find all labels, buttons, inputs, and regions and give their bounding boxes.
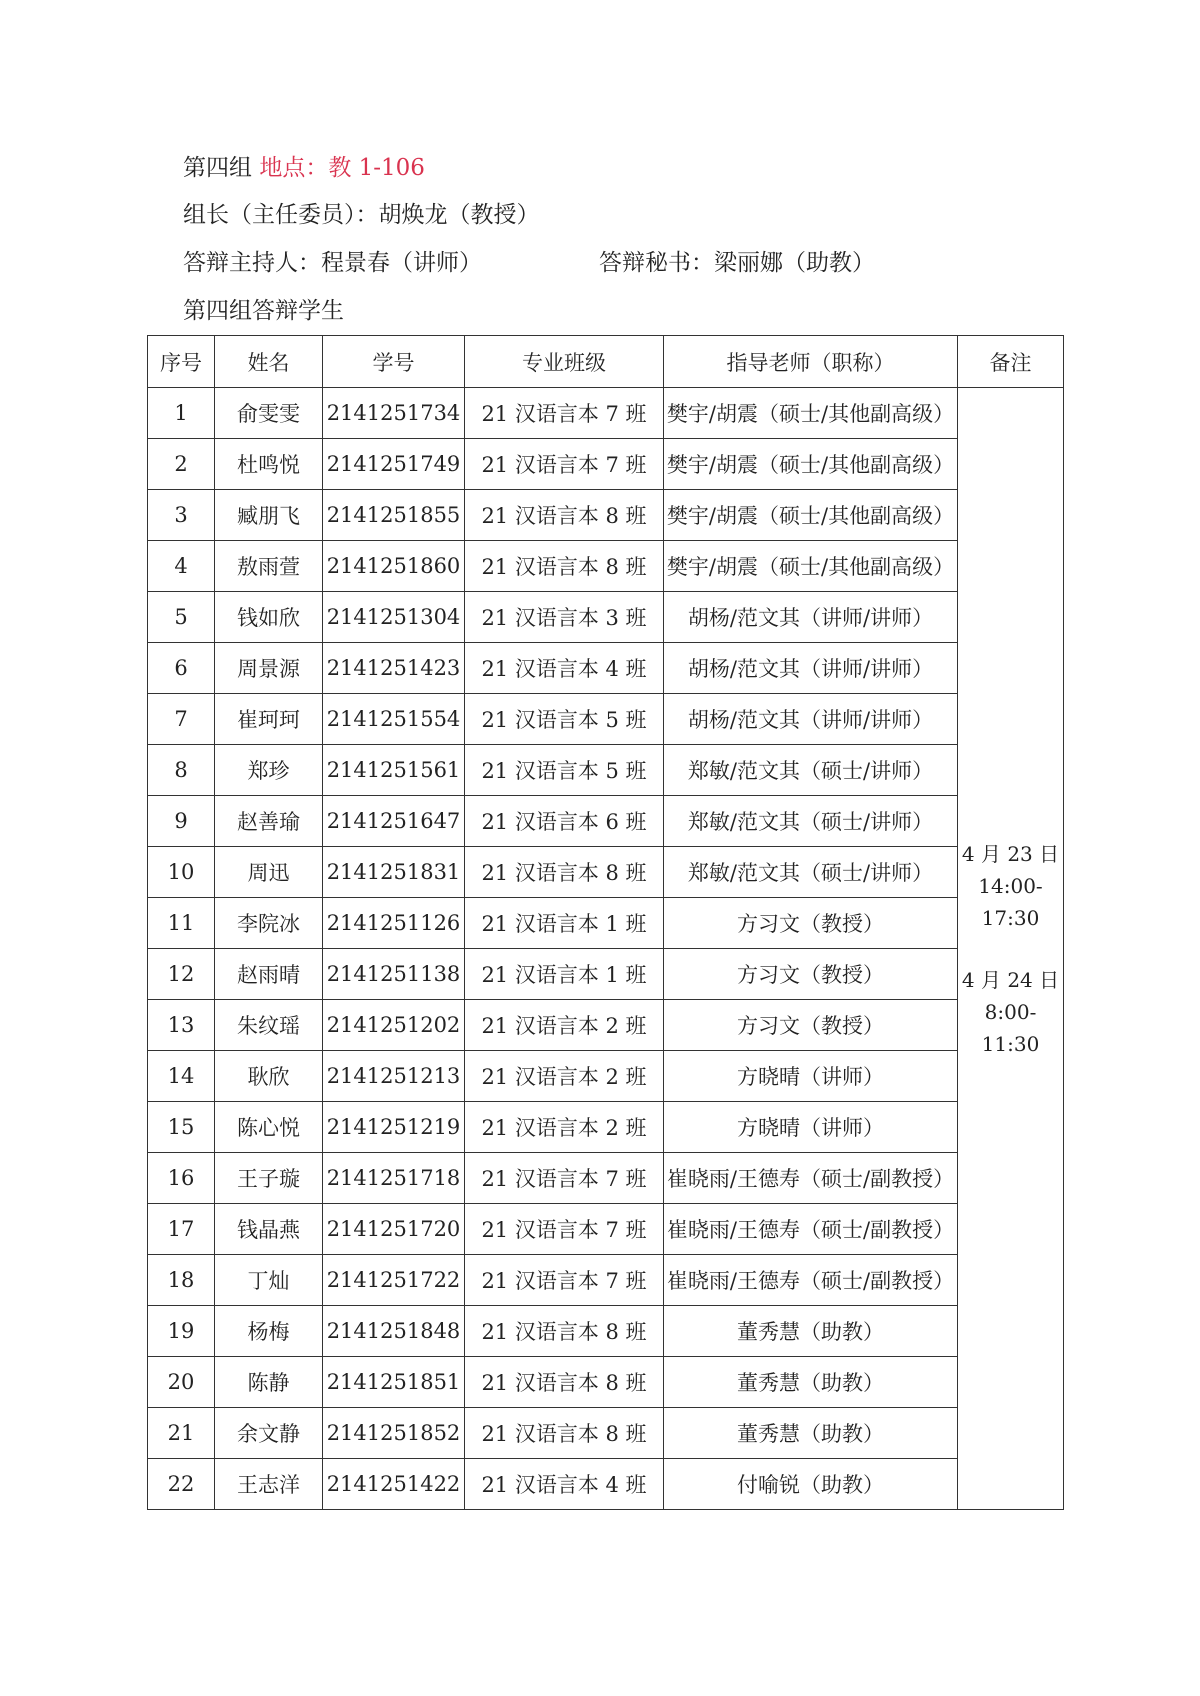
table-row (148, 847, 1064, 898)
cell-class: 21 汉语言本 7 班 (465, 1153, 664, 1204)
students-table (147, 335, 1064, 1510)
remark-gap (958, 934, 1063, 964)
cell-class: 21 汉语言本 7 班 (465, 1204, 664, 1255)
cell-index: 10 (148, 847, 215, 898)
cell-name: 耿欣 (215, 1051, 323, 1102)
table-row (148, 1102, 1064, 1153)
cell-name: 李院冰 (215, 898, 323, 949)
cell-name: 赵雨晴 (215, 949, 323, 1000)
group-leader: 组长（主任委员）：胡焕龙（教授） (183, 202, 540, 228)
cell-index: 15 (148, 1102, 215, 1153)
col-header-class: 专业班级 (465, 336, 664, 388)
cell-advisor: 胡杨/范文其（讲师/讲师） (664, 592, 958, 643)
cell-name: 敖雨萱 (215, 541, 323, 592)
cell-student-id: 2141251848 (323, 1306, 465, 1357)
cell-class: 21 汉语言本 1 班 (465, 898, 664, 949)
table-row (148, 694, 1064, 745)
table-row (148, 796, 1064, 847)
cell-name: 周迅 (215, 847, 323, 898)
cell-advisor: 方习文（教授） (664, 1000, 958, 1051)
table-row (148, 1408, 1064, 1459)
cell-student-id: 2141251126 (323, 898, 465, 949)
cell-class: 21 汉语言本 3 班 (465, 592, 664, 643)
cell-index: 18 (148, 1255, 215, 1306)
cell-index: 8 (148, 745, 215, 796)
cell-name: 王志洋 (215, 1459, 323, 1510)
cell-class: 21 汉语言本 8 班 (465, 541, 664, 592)
cell-advisor: 郑敏/范文其（硕士/讲师） (664, 745, 958, 796)
table-row (148, 1459, 1064, 1510)
cell-index: 2 (148, 439, 215, 490)
cell-class: 21 汉语言本 7 班 (465, 1255, 664, 1306)
cell-index: 14 (148, 1051, 215, 1102)
cell-index: 19 (148, 1306, 215, 1357)
remark-day2-date: 4 月 24 日 (961, 967, 1060, 992)
cell-index: 20 (148, 1357, 215, 1408)
col-header-index: 序号 (148, 336, 215, 388)
table-row (148, 1255, 1064, 1306)
table-row (148, 1204, 1064, 1255)
table-row (148, 1051, 1064, 1102)
cell-name: 丁灿 (215, 1255, 323, 1306)
cell-advisor: 郑敏/范文其（硕士/讲师） (664, 796, 958, 847)
cell-student-id: 2141251304 (323, 592, 465, 643)
cell-student-id: 2141251422 (323, 1459, 465, 1510)
cell-index: 6 (148, 643, 215, 694)
cell-advisor: 董秀慧（助教） (664, 1408, 958, 1459)
cell-advisor: 董秀慧（助教） (664, 1306, 958, 1357)
cell-class: 21 汉语言本 2 班 (465, 1051, 664, 1102)
cell-name: 王子璇 (215, 1153, 323, 1204)
cell-advisor: 崔晓雨/王德寿（硕士/副教授） (664, 1255, 958, 1306)
cell-class: 21 汉语言本 8 班 (465, 847, 664, 898)
remark-day1-end: 17:30 (981, 905, 1040, 930)
remark-day1-date: 4 月 23 日 (961, 841, 1060, 866)
cell-name: 钱晶燕 (215, 1204, 323, 1255)
cell-index: 22 (148, 1459, 215, 1510)
staff-line (183, 248, 875, 278)
cell-index: 4 (148, 541, 215, 592)
cell-class: 21 汉语言本 2 班 (465, 1102, 664, 1153)
cell-advisor: 樊宇/胡震（硕士/其他副高级） (664, 439, 958, 490)
cell-advisor: 樊宇/胡震（硕士/其他副高级） (664, 388, 958, 439)
table-row (148, 643, 1064, 694)
defense-secretary: 答辩秘书：梁丽娜（助教） (599, 250, 875, 276)
cell-student-id: 2141251722 (323, 1255, 465, 1306)
table-row (148, 439, 1064, 490)
cell-class: 21 汉语言本 8 班 (465, 1306, 664, 1357)
cell-advisor: 方晓晴（讲师） (664, 1051, 958, 1102)
cell-advisor: 樊宇/胡震（硕士/其他副高级） (664, 541, 958, 592)
cell-class: 21 汉语言本 8 班 (465, 490, 664, 541)
cell-class: 21 汉语言本 2 班 (465, 1000, 664, 1051)
table-row (148, 1357, 1064, 1408)
cell-index: 17 (148, 1204, 215, 1255)
cell-index: 13 (148, 1000, 215, 1051)
cell-name: 臧朋飞 (215, 490, 323, 541)
col-header-remark: 备注 (958, 336, 1064, 388)
cell-class: 21 汉语言本 7 班 (465, 388, 664, 439)
cell-name: 赵善瑜 (215, 796, 323, 847)
cell-index: 3 (148, 490, 215, 541)
cell-advisor: 胡杨/范文其（讲师/讲师） (664, 643, 958, 694)
cell-index: 9 (148, 796, 215, 847)
cell-class: 21 汉语言本 7 班 (465, 439, 664, 490)
cell-student-id: 2141251647 (323, 796, 465, 847)
location: 地点：教 1-106 (259, 155, 425, 181)
cell-class: 21 汉语言本 5 班 (465, 745, 664, 796)
group-name: 第四组 (183, 155, 252, 181)
cell-advisor: 付喻锐（助教） (664, 1459, 958, 1510)
cell-class: 21 汉语言本 4 班 (465, 643, 664, 694)
cell-advisor: 方习文（教授） (664, 949, 958, 1000)
cell-advisor: 樊宇/胡震（硕士/其他副高级） (664, 490, 958, 541)
cell-name: 杜鸣悦 (215, 439, 323, 490)
table-row (148, 490, 1064, 541)
table-row (148, 1000, 1064, 1051)
cell-advisor: 郑敏/范文其（硕士/讲师） (664, 847, 958, 898)
cell-class: 21 汉语言本 1 班 (465, 949, 664, 1000)
col-header-student-id: 学号 (323, 336, 465, 388)
remark-day1-start: 14:00- (978, 873, 1043, 898)
cell-name: 陈静 (215, 1357, 323, 1408)
cell-advisor: 董秀慧（助教） (664, 1357, 958, 1408)
table-row (148, 592, 1064, 643)
cell-remark (958, 388, 1064, 1510)
remark-day2-start: 8:00- (984, 999, 1037, 1024)
cell-class: 21 汉语言本 5 班 (465, 694, 664, 745)
cell-student-id: 2141251213 (323, 1051, 465, 1102)
cell-advisor: 方晓晴（讲师） (664, 1102, 958, 1153)
cell-student-id: 2141251720 (323, 1204, 465, 1255)
table-row (148, 541, 1064, 592)
cell-name: 余文静 (215, 1408, 323, 1459)
cell-student-id: 2141251423 (323, 643, 465, 694)
cell-student-id: 2141251138 (323, 949, 465, 1000)
table-row (148, 745, 1064, 796)
cell-name: 俞雯雯 (215, 388, 323, 439)
cell-student-id: 2141251554 (323, 694, 465, 745)
col-header-advisor: 指导老师（职称） (664, 336, 958, 388)
cell-class: 21 汉语言本 4 班 (465, 1459, 664, 1510)
cell-name: 钱如欣 (215, 592, 323, 643)
cell-index: 5 (148, 592, 215, 643)
table-row (148, 388, 1064, 439)
cell-student-id: 2141251852 (323, 1408, 465, 1459)
cell-student-id: 2141251219 (323, 1102, 465, 1153)
cell-student-id: 2141251749 (323, 439, 465, 490)
cell-student-id: 2141251561 (323, 745, 465, 796)
cell-name: 陈心悦 (215, 1102, 323, 1153)
cell-class: 21 汉语言本 8 班 (465, 1408, 664, 1459)
col-header-name: 姓名 (215, 336, 323, 388)
cell-advisor: 崔晓雨/王德寿（硕士/副教授） (664, 1153, 958, 1204)
cell-name: 朱纹瑶 (215, 1000, 323, 1051)
cell-student-id: 2141251851 (323, 1357, 465, 1408)
group-heading (183, 153, 425, 183)
cell-index: 12 (148, 949, 215, 1000)
table-row (148, 1306, 1064, 1357)
cell-index: 1 (148, 388, 215, 439)
cell-class: 21 汉语言本 8 班 (465, 1357, 664, 1408)
cell-student-id: 2141251855 (323, 490, 465, 541)
cell-name: 崔珂珂 (215, 694, 323, 745)
table-row (148, 949, 1064, 1000)
cell-name: 郑珍 (215, 745, 323, 796)
remark-day2-end: 11:30 (981, 1031, 1040, 1056)
cell-advisor: 胡杨/范文其（讲师/讲师） (664, 694, 958, 745)
cell-student-id: 2141251734 (323, 388, 465, 439)
cell-name: 周景源 (215, 643, 323, 694)
cell-student-id: 2141251860 (323, 541, 465, 592)
cell-index: 7 (148, 694, 215, 745)
cell-student-id: 2141251831 (323, 847, 465, 898)
table-header-row (148, 336, 1064, 388)
cell-class: 21 汉语言本 6 班 (465, 796, 664, 847)
table-row (148, 898, 1064, 949)
cell-student-id: 2141251202 (323, 1000, 465, 1051)
table-row (148, 1153, 1064, 1204)
cell-advisor: 崔晓雨/王德寿（硕士/副教授） (664, 1204, 958, 1255)
table-title: 第四组答辩学生 (183, 298, 344, 324)
cell-index: 21 (148, 1408, 215, 1459)
cell-index: 11 (148, 898, 215, 949)
cell-name: 杨梅 (215, 1306, 323, 1357)
defense-host: 答辩主持人：程景春（讲师） (183, 250, 482, 276)
cell-student-id: 2141251718 (323, 1153, 465, 1204)
cell-index: 16 (148, 1153, 215, 1204)
cell-advisor: 方习文（教授） (664, 898, 958, 949)
